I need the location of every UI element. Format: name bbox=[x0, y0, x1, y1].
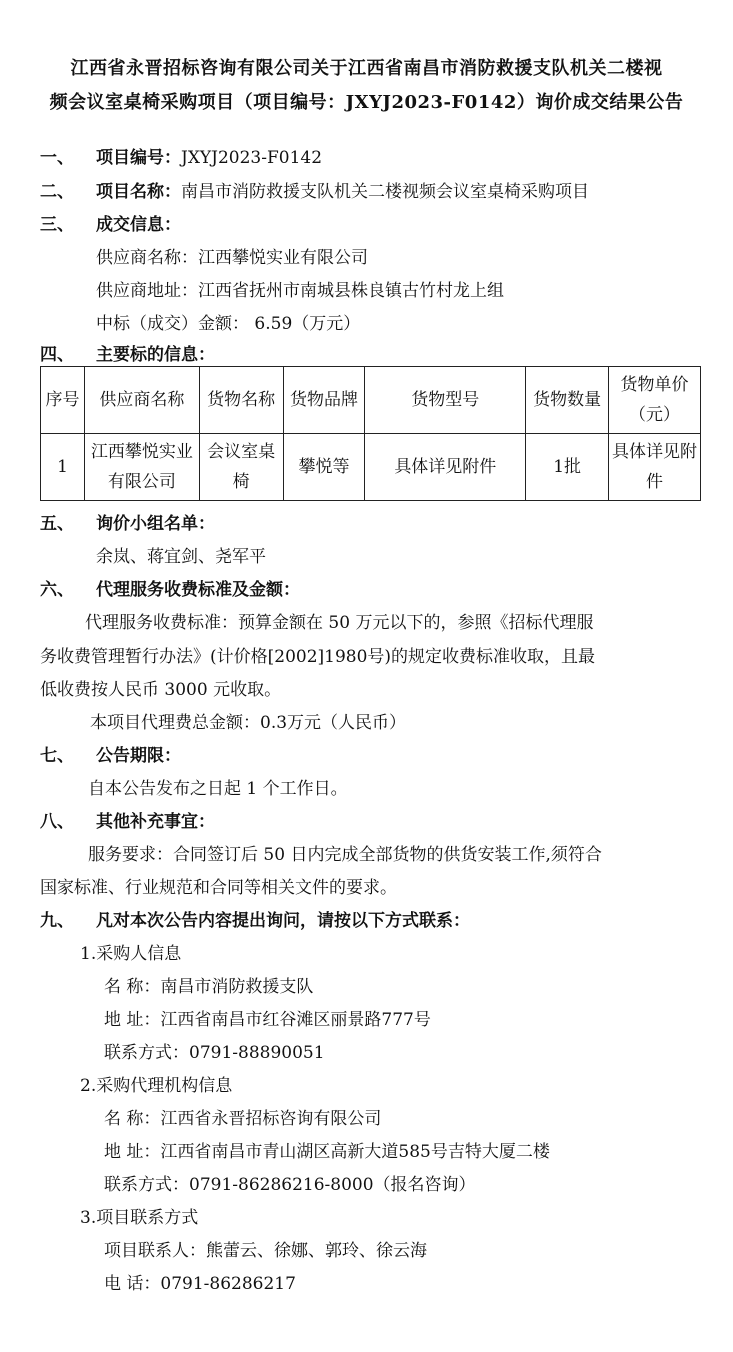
contact-3-heading: 3.项目联系方式 bbox=[80, 1208, 199, 1228]
contact-1-name: 名 称：南昌市消防救援支队 bbox=[104, 977, 314, 997]
s2-line bbox=[96, 180, 589, 204]
table-cell: 攀悦等 bbox=[283, 434, 365, 501]
doc-title-line-1: 江西省永晋招标咨询有限公司关于江西省南昌市消防救援支队机关二楼视 bbox=[70, 58, 663, 79]
table-header-cell: 货物型号 bbox=[365, 367, 526, 434]
contact-2-name: 名 称：江西省永晋招标咨询有限公司 bbox=[104, 1109, 382, 1129]
contact-3-person: 项目联系人：熊蕾云、徐娜、郭玲、徐云海 bbox=[104, 1241, 427, 1261]
table-header-row bbox=[41, 367, 701, 434]
s6-label: 代理服务收费标准及金额： bbox=[96, 580, 300, 600]
table-cell: 1批 bbox=[526, 434, 609, 501]
s3-label: 成交信息： bbox=[96, 215, 181, 235]
contact-1-address: 地 址：江西省南昌市红谷滩区丽景路777号 bbox=[104, 1010, 431, 1030]
s5-num: 五、 bbox=[40, 514, 74, 534]
s6-p2: 务收费管理暂行办法》(计价格[2002]1980号)的规定收费标准收取，且最 bbox=[40, 647, 596, 667]
table-row bbox=[41, 434, 701, 501]
contact-2-heading: 2.采购代理机构信息 bbox=[80, 1076, 233, 1096]
contact-2-address: 地 址：江西省南昌市青山湖区高新大道585号吉特大厦二楼 bbox=[104, 1142, 550, 1162]
table-header-cell: 货物名称 bbox=[199, 367, 283, 434]
s5-value: 余岚、蒋宜剑、尧军平 bbox=[96, 547, 266, 567]
s4-label: 主要标的信息： bbox=[96, 345, 215, 365]
table-cell: 1 bbox=[41, 434, 85, 501]
s9-label: 凡对本次公告内容提出询问，请按以下方式联系： bbox=[96, 911, 470, 931]
s3-amount: 中标（成交）金额： 6.59（万元） bbox=[96, 314, 361, 334]
s1-num: 一、 bbox=[40, 148, 74, 168]
table-header-cell: 序号 bbox=[41, 367, 85, 434]
table-header-cell: 货物品牌 bbox=[283, 367, 365, 434]
s8-label: 其他补充事宜： bbox=[96, 812, 215, 832]
s8-num: 八、 bbox=[40, 812, 74, 832]
table-header-cell: 货物数量 bbox=[526, 367, 609, 434]
s8-p1: 服务要求：合同签订后 50 日内完成全部货物的供货安装工作,须符合 bbox=[88, 845, 602, 865]
items-table bbox=[40, 366, 701, 501]
s8-p2: 国家标准、行业规范和合同等相关文件的要求。 bbox=[40, 878, 397, 898]
s4-num: 四、 bbox=[40, 345, 74, 365]
s1-value: JXYJ2023-F0142 bbox=[181, 148, 323, 168]
table-cell: 具体详见附件 bbox=[365, 434, 526, 501]
contact-1-phone: 联系方式：0791-88890051 bbox=[104, 1043, 325, 1063]
contact-1-heading: 1.采购人信息 bbox=[80, 944, 182, 964]
s5-label: 询价小组名单： bbox=[96, 514, 215, 534]
s9-num: 九、 bbox=[40, 911, 74, 931]
s6-p1: 代理服务收费标准：预算金额在 50 万元以下的，参照《招标代理服 bbox=[85, 613, 594, 633]
s3-address: 供应商地址：江西省抚州市南城县株良镇古竹村龙上组 bbox=[96, 281, 504, 301]
contact-3-phone: 电 话：0791-86286217 bbox=[104, 1274, 296, 1294]
s2-label: 项目名称： bbox=[96, 182, 181, 202]
s6-p4: 本项目代理费总金额：0.3万元（人民币） bbox=[90, 713, 407, 733]
s2-value: 南昌市消防救援支队机关二楼视频会议室桌椅采购项目 bbox=[181, 182, 589, 202]
s6-p3: 低收费按人民币 3000 元收取。 bbox=[40, 680, 282, 700]
contact-2-phone: 联系方式：0791-86286216-8000（报名咨询） bbox=[104, 1175, 476, 1195]
table-cell: 会议室桌椅 bbox=[199, 434, 283, 501]
s7-num: 七、 bbox=[40, 746, 74, 766]
table-header-cell: 货物单价（元） bbox=[609, 367, 701, 434]
s1-label: 项目编号： bbox=[96, 148, 181, 168]
s7-label: 公告期限： bbox=[96, 746, 181, 766]
doc-title-line-2: 频会议室桌椅采购项目（项目编号：JXYJ2023-F0142）询价成交结果公告 bbox=[49, 92, 684, 113]
s3-supplier: 供应商名称：江西攀悦实业有限公司 bbox=[96, 248, 368, 268]
s6-num: 六、 bbox=[40, 580, 74, 600]
s7-value: 自本公告发布之日起 1 个工作日。 bbox=[88, 779, 348, 799]
s1-line bbox=[96, 146, 322, 170]
s2-num: 二、 bbox=[40, 182, 74, 202]
table-cell: 具体详见附件 bbox=[609, 434, 701, 501]
s3-num: 三、 bbox=[40, 215, 74, 235]
table-cell: 江西攀悦实业有限公司 bbox=[84, 434, 199, 501]
table-header-cell: 供应商名称 bbox=[84, 367, 199, 434]
